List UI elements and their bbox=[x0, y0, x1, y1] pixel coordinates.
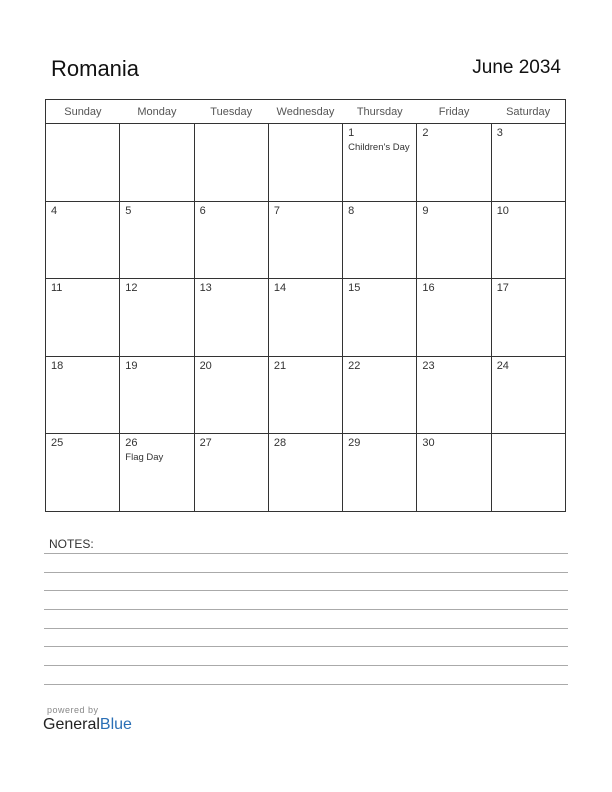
day-cell bbox=[46, 356, 120, 434]
weekday-header: Saturday bbox=[491, 100, 565, 124]
day-cell bbox=[343, 124, 417, 202]
day-cell bbox=[491, 201, 565, 279]
day-number: 4 bbox=[51, 204, 58, 217]
brand-name-blue: Blue bbox=[99, 716, 132, 733]
note-line bbox=[44, 572, 568, 573]
day-cell bbox=[194, 356, 268, 434]
week-row bbox=[46, 434, 566, 512]
note-line bbox=[44, 553, 568, 554]
day-cell bbox=[46, 201, 120, 279]
day-cell bbox=[194, 434, 268, 512]
day-cell bbox=[120, 124, 194, 202]
note-line bbox=[44, 646, 568, 647]
day-cell bbox=[46, 434, 120, 512]
day-number: 26 bbox=[125, 437, 138, 450]
day-cell bbox=[491, 124, 565, 202]
day-cell bbox=[268, 356, 342, 434]
brand-logo bbox=[43, 716, 132, 734]
day-cell bbox=[343, 279, 417, 357]
day-cell bbox=[120, 434, 194, 512]
day-cell bbox=[417, 356, 491, 434]
day-number: 12 bbox=[125, 282, 138, 295]
day-number: 17 bbox=[496, 282, 509, 295]
day-cell bbox=[417, 201, 491, 279]
day-cell bbox=[417, 279, 491, 357]
note-line bbox=[44, 609, 568, 610]
day-cell bbox=[120, 201, 194, 279]
day-cell bbox=[268, 201, 342, 279]
note-line bbox=[44, 665, 568, 666]
day-cell bbox=[491, 434, 565, 512]
day-cell bbox=[120, 279, 194, 357]
day-number: 7 bbox=[273, 204, 280, 217]
day-number: 29 bbox=[348, 437, 361, 450]
weekday-header: Friday bbox=[417, 100, 491, 124]
day-number: 2 bbox=[422, 127, 429, 139]
day-cell bbox=[491, 279, 565, 357]
day-number: 10 bbox=[496, 204, 509, 217]
day-number: 22 bbox=[348, 359, 361, 372]
day-number: 13 bbox=[199, 282, 212, 295]
note-line bbox=[44, 684, 568, 685]
day-number: 1 bbox=[348, 127, 355, 139]
day-cell bbox=[46, 124, 120, 202]
day-number: 14 bbox=[273, 282, 287, 295]
day-number: 11 bbox=[51, 282, 63, 295]
month-year-title: June 2034 bbox=[472, 57, 561, 78]
holiday-label: Flag Day bbox=[125, 452, 164, 464]
day-cell bbox=[343, 356, 417, 434]
day-cell bbox=[194, 124, 268, 202]
day-cell bbox=[343, 434, 417, 512]
weekday-header-row bbox=[46, 100, 566, 124]
holiday-label: Children's Day bbox=[348, 142, 410, 153]
week-row bbox=[46, 201, 566, 279]
day-cell bbox=[268, 434, 342, 512]
day-cell bbox=[491, 356, 565, 434]
day-cell bbox=[194, 201, 268, 279]
day-number: 20 bbox=[199, 359, 212, 372]
day-number: 3 bbox=[496, 127, 503, 139]
day-number: 6 bbox=[199, 204, 206, 217]
day-number: 28 bbox=[273, 437, 287, 450]
week-row bbox=[46, 124, 566, 202]
day-number: 24 bbox=[496, 359, 509, 372]
day-cell bbox=[343, 201, 417, 279]
day-number: 19 bbox=[125, 359, 138, 372]
calendar-grid bbox=[45, 99, 566, 512]
weekday-header: Tuesday bbox=[194, 100, 268, 124]
day-number: 5 bbox=[125, 204, 132, 217]
weekday-header: Monday bbox=[120, 100, 194, 124]
country-title: Romania bbox=[51, 56, 140, 81]
day-number: 23 bbox=[422, 359, 435, 372]
day-number: 9 bbox=[422, 204, 429, 217]
day-number: 15 bbox=[348, 282, 361, 295]
powered-by-text: powered by bbox=[47, 705, 99, 715]
day-cell bbox=[194, 279, 268, 357]
week-row bbox=[46, 356, 566, 434]
day-number: 30 bbox=[422, 437, 435, 450]
day-number: 27 bbox=[199, 437, 212, 450]
day-cell bbox=[268, 124, 342, 202]
day-cell bbox=[268, 279, 342, 357]
weekday-header: Thursday bbox=[343, 100, 417, 124]
day-cell bbox=[417, 124, 491, 202]
notes-label: NOTES: bbox=[49, 537, 94, 551]
day-cell bbox=[46, 279, 120, 357]
day-number: 8 bbox=[348, 204, 355, 217]
week-row bbox=[46, 279, 566, 357]
brand-name-general: General bbox=[43, 716, 100, 733]
note-line bbox=[44, 590, 568, 591]
day-number: 25 bbox=[51, 437, 64, 450]
day-number: 21 bbox=[273, 359, 287, 372]
day-cell bbox=[417, 434, 491, 512]
note-line bbox=[44, 628, 568, 629]
weekday-header: Wednesday bbox=[268, 100, 342, 124]
day-cell bbox=[120, 356, 194, 434]
day-number: 16 bbox=[422, 282, 435, 295]
day-number: 18 bbox=[51, 359, 64, 372]
weekday-header: Sunday bbox=[46, 100, 120, 124]
